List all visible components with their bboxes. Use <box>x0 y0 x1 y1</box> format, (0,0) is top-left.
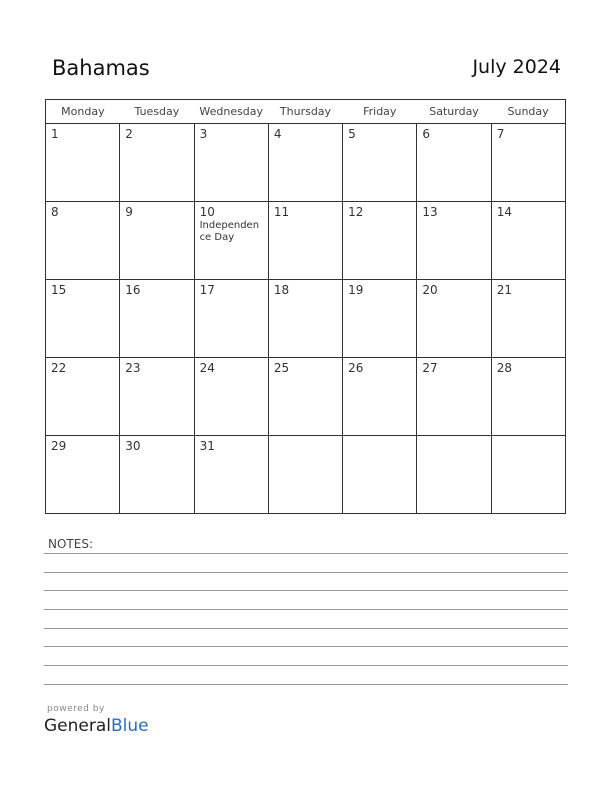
notes-label: NOTES: <box>48 537 93 551</box>
day-cell <box>417 358 491 436</box>
note-line[interactable] <box>44 572 568 573</box>
day-cell <box>194 280 268 358</box>
week-row <box>46 436 566 514</box>
day-cell <box>417 124 491 202</box>
day-number: 2 <box>125 127 133 141</box>
day-cell <box>343 202 417 280</box>
day-number: 21 <box>496 283 512 297</box>
day-number: 17 <box>199 283 215 297</box>
day-cell <box>194 202 268 280</box>
brand-blue: Blue <box>111 716 149 736</box>
day-number: 3 <box>199 127 208 141</box>
weekday-header: Friday <box>343 100 417 124</box>
note-line[interactable] <box>44 590 568 591</box>
day-number: 8 <box>51 205 59 219</box>
weekday-header-row <box>46 100 566 124</box>
day-number: 16 <box>125 283 141 297</box>
day-number: 4 <box>273 127 282 141</box>
day-number: 19 <box>348 283 364 297</box>
day-cell <box>46 202 120 280</box>
day-cell <box>268 124 342 202</box>
day-number: 13 <box>422 205 438 219</box>
day-number: 31 <box>199 439 215 453</box>
day-cell <box>268 280 342 358</box>
day-cell <box>268 358 342 436</box>
day-cell <box>120 358 194 436</box>
day-cell <box>343 280 417 358</box>
day-number: 10 <box>199 205 215 219</box>
day-cell <box>491 124 565 202</box>
weekday-header: Wednesday <box>194 100 268 124</box>
note-line[interactable] <box>44 628 568 629</box>
day-number: 20 <box>422 283 438 297</box>
calendar-month-title: July 2024 <box>472 56 561 78</box>
day-number: 15 <box>51 283 67 297</box>
day-cell <box>268 202 342 280</box>
note-line[interactable] <box>44 665 568 666</box>
day-cell <box>46 358 120 436</box>
day-number: 5 <box>348 127 356 141</box>
day-cell <box>417 202 491 280</box>
day-number: 11 <box>273 205 290 219</box>
day-cell <box>120 280 194 358</box>
day-number: 23 <box>125 361 141 375</box>
day-cell <box>46 436 120 514</box>
day-number: 6 <box>422 127 431 141</box>
weekday-header: Tuesday <box>120 100 194 124</box>
day-number: 27 <box>422 361 438 375</box>
day-cell <box>343 358 417 436</box>
day-cell <box>194 358 268 436</box>
day-number: 7 <box>496 127 505 141</box>
week-row <box>46 358 566 436</box>
day-cell <box>46 280 120 358</box>
generalblue-logo[interactable] <box>44 716 149 736</box>
day-cell <box>343 436 417 514</box>
day-number: 18 <box>273 283 290 297</box>
day-cell <box>491 280 565 358</box>
calendar-country-title: Bahamas <box>52 56 150 80</box>
day-number: 22 <box>51 361 67 375</box>
day-number: 30 <box>125 439 141 453</box>
weekday-header: Saturday <box>417 100 491 124</box>
note-line[interactable] <box>44 553 568 554</box>
note-line[interactable] <box>44 684 568 685</box>
day-cell <box>194 436 268 514</box>
day-number: 12 <box>348 205 364 219</box>
day-number: 14 <box>496 205 512 219</box>
week-row <box>46 280 566 358</box>
day-cell <box>120 124 194 202</box>
weekday-header: Monday <box>46 100 120 124</box>
brand-general: General <box>44 716 111 736</box>
day-number: 1 <box>51 127 59 141</box>
day-cell <box>417 280 491 358</box>
day-cell <box>343 124 417 202</box>
day-cell <box>417 436 491 514</box>
day-number: 26 <box>348 361 364 375</box>
day-cell <box>120 202 194 280</box>
week-row <box>46 124 566 202</box>
calendar-grid <box>45 99 566 514</box>
day-number: 25 <box>273 361 290 375</box>
day-cell <box>46 124 120 202</box>
powered-by-text: powered by <box>47 704 105 714</box>
day-cell <box>491 436 565 514</box>
day-number: 24 <box>199 361 215 375</box>
day-number: 29 <box>51 439 67 453</box>
holiday-label: Independence Day <box>199 220 260 243</box>
weekday-header: Thursday <box>268 100 342 124</box>
day-cell <box>491 358 565 436</box>
week-row <box>46 202 566 280</box>
note-line[interactable] <box>44 646 568 647</box>
day-number: 28 <box>496 361 512 375</box>
day-cell <box>120 436 194 514</box>
day-number: 9 <box>125 205 133 219</box>
weekday-header: Sunday <box>491 100 565 124</box>
day-cell <box>194 124 268 202</box>
note-line[interactable] <box>44 609 568 610</box>
day-cell <box>491 202 565 280</box>
day-cell <box>268 436 342 514</box>
